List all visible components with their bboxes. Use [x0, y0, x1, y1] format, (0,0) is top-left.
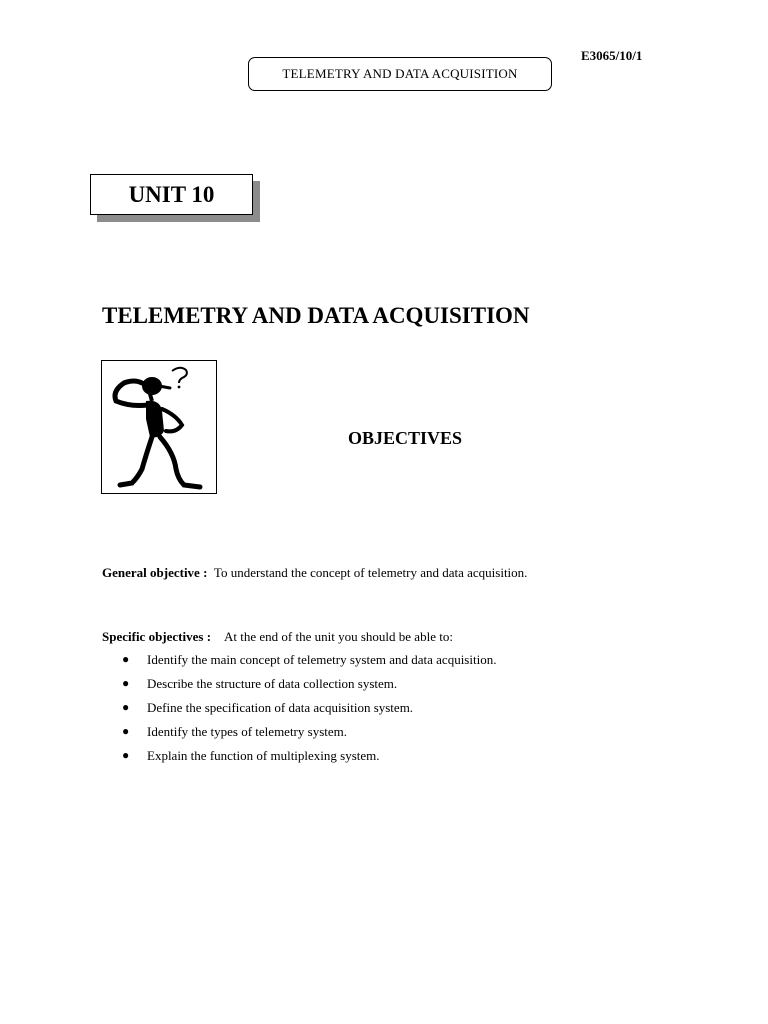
list-item — [122, 676, 496, 700]
specific-objectives-label: Specific objectives : — [102, 629, 212, 644]
list-item-text: Identify the types of telemetry system. — [147, 724, 348, 739]
list-item — [122, 700, 496, 724]
bullet-icon: ● — [122, 748, 130, 762]
thinking-figure-icon — [101, 360, 217, 494]
main-title: TELEMETRY AND DATA ACQUISITION — [102, 303, 530, 328]
list-item — [122, 652, 496, 676]
document-code: E3065/10/1 — [581, 48, 643, 63]
general-objective-text: To understand the concept of telemetry and data acquisition. — [213, 565, 528, 580]
list-item — [122, 748, 496, 772]
unit-label: UNIT 10 — [128, 181, 215, 207]
header-title-box — [248, 57, 552, 91]
bullet-icon: ● — [122, 676, 130, 690]
general-objective — [102, 565, 527, 581]
bullet-icon: ● — [122, 724, 130, 738]
bullet-icon: ● — [122, 652, 130, 666]
list-item-text: Describe the structure of data collection system. — [147, 676, 398, 691]
list-item-text: Define the specification of data acquisition system. — [147, 700, 414, 715]
bullet-icon: ● — [122, 700, 130, 714]
objectives-heading: OBJECTIVES — [348, 428, 463, 448]
thinking-figure-drawing — [102, 361, 216, 493]
list-item — [122, 724, 496, 748]
specific-objectives-intro: At the end of the unit you should be able to: — [224, 629, 453, 644]
specific-objectives — [102, 629, 453, 645]
unit-box — [90, 174, 253, 215]
list-item-text: Identify the main concept of telemetry system and data acquisition. — [147, 652, 497, 667]
specific-objectives-list — [122, 652, 496, 772]
list-item-text: Explain the function of multiplexing system. — [147, 748, 380, 763]
general-objective-label: General objective : — [102, 565, 208, 580]
header-title: TELEMETRY AND DATA ACQUISITION — [282, 66, 518, 81]
